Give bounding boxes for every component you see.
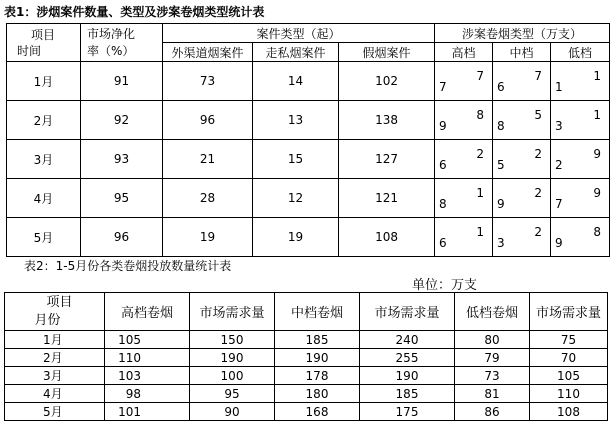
value-cell: 190 xyxy=(190,349,275,367)
fake-cell: 138 xyxy=(339,101,435,140)
external-cell: 96 xyxy=(163,101,253,140)
value-cell: 75 xyxy=(530,331,608,349)
mid-cell: 2 3 xyxy=(493,218,551,257)
value-cell: 105 xyxy=(530,367,608,385)
value-cell: 185 xyxy=(360,385,455,403)
case-type-group-header: 案件类型（起） xyxy=(163,24,435,43)
value-cell: 110 xyxy=(530,385,608,403)
value-cell: 79 xyxy=(455,349,530,367)
external-cell: 28 xyxy=(163,179,253,218)
table-row xyxy=(7,218,610,257)
low-cell: 1 3 xyxy=(551,101,610,140)
purification-rate-header: 市场净化 率（%） xyxy=(81,24,163,62)
cigarette-supply-table xyxy=(4,292,608,421)
value-cell: 175 xyxy=(360,403,455,421)
low-cell: 9 2 xyxy=(551,140,610,179)
item-month-header: 项目 月份 xyxy=(5,293,105,331)
value-cell: 103 xyxy=(105,367,190,385)
value-cell: 86 xyxy=(455,403,530,421)
value-cell: 108 xyxy=(530,403,608,421)
rate-cell: 91 xyxy=(81,62,163,101)
high-cell: 8 9 xyxy=(435,101,493,140)
value-cell: 180 xyxy=(275,385,360,403)
value-cell: 101 xyxy=(105,403,190,421)
value-cell: 81 xyxy=(455,385,530,403)
month-cell: 2月 xyxy=(7,101,81,140)
value-cell: 190 xyxy=(275,349,360,367)
high-cell: 2 6 xyxy=(435,140,493,179)
col-low-demand: 市场需求量 xyxy=(530,293,608,331)
value-cell: 240 xyxy=(360,331,455,349)
smuggle-cell: 14 xyxy=(253,62,339,101)
value-cell: 185 xyxy=(275,331,360,349)
rate-cell: 96 xyxy=(81,218,163,257)
smuggle-cell: 19 xyxy=(253,218,339,257)
table-row xyxy=(5,403,608,421)
col-mid-demand: 市场需求量 xyxy=(360,293,455,331)
month-cell: 1月 xyxy=(7,62,81,101)
high-cell: 7 7 xyxy=(435,62,493,101)
fake-cell: 121 xyxy=(339,179,435,218)
item-time-header: 项目 时间 xyxy=(7,24,81,62)
value-cell: 110 xyxy=(105,349,190,367)
value-cell: 178 xyxy=(275,367,360,385)
low-cell: 9 7 xyxy=(551,179,610,218)
mid-cell: 5 8 xyxy=(493,101,551,140)
table-row xyxy=(5,349,608,367)
month-cell: 4月 xyxy=(5,385,105,403)
table1-caption: 表1：涉烟案件数量、类型及涉案卷烟类型统计表 xyxy=(4,5,265,19)
case-type-external: 外渠道烟案件 xyxy=(163,43,253,62)
table-row xyxy=(5,367,608,385)
external-cell: 19 xyxy=(163,218,253,257)
fake-cell: 127 xyxy=(339,140,435,179)
mid-cell: 7 6 xyxy=(493,62,551,101)
table-row xyxy=(7,179,610,218)
smuggle-cell: 13 xyxy=(253,101,339,140)
table-row xyxy=(5,385,608,403)
unit-label: 单位：万支 xyxy=(412,278,478,293)
value-cell: 80 xyxy=(455,331,530,349)
col-high-demand: 市场需求量 xyxy=(190,293,275,331)
value-cell: 255 xyxy=(360,349,455,367)
table-row xyxy=(7,62,610,101)
high-cell: 1 8 xyxy=(435,179,493,218)
external-cell: 21 xyxy=(163,140,253,179)
value-cell: 100 xyxy=(190,367,275,385)
rate-cell: 92 xyxy=(81,101,163,140)
value-cell: 150 xyxy=(190,331,275,349)
table-row xyxy=(7,140,610,179)
rate-cell: 93 xyxy=(81,140,163,179)
low-cell: 1 1 xyxy=(551,62,610,101)
col-mid-cig: 中档卷烟 xyxy=(275,293,360,331)
value-cell: 105 xyxy=(105,331,190,349)
smuggle-cell: 15 xyxy=(253,140,339,179)
high-cell: 1 6 xyxy=(435,218,493,257)
case-type-smuggle: 走私烟案件 xyxy=(253,43,339,62)
month-cell: 5月 xyxy=(5,403,105,421)
fake-cell: 108 xyxy=(339,218,435,257)
low-cell: 8 9 xyxy=(551,218,610,257)
table-row xyxy=(7,101,610,140)
cig-type-mid: 中档 xyxy=(493,43,551,62)
fake-cell: 102 xyxy=(339,62,435,101)
cigarette-type-group-header: 涉案卷烟类型（万支） xyxy=(435,24,610,43)
value-cell: 95 xyxy=(190,385,275,403)
value-cell: 73 xyxy=(455,367,530,385)
month-cell: 3月 xyxy=(7,140,81,179)
mid-cell: 2 9 xyxy=(493,179,551,218)
month-cell: 3月 xyxy=(5,367,105,385)
value-cell: 98 xyxy=(105,385,190,403)
month-cell: 5月 xyxy=(7,218,81,257)
value-cell: 90 xyxy=(190,403,275,421)
cig-type-high: 高档 xyxy=(435,43,493,62)
value-cell: 190 xyxy=(360,367,455,385)
smuggle-cell: 12 xyxy=(253,179,339,218)
cig-type-low: 低档 xyxy=(551,43,610,62)
month-cell: 4月 xyxy=(7,179,81,218)
mid-cell: 2 5 xyxy=(493,140,551,179)
case-statistics-table xyxy=(6,23,610,257)
rate-cell: 95 xyxy=(81,179,163,218)
case-type-fake: 假烟案件 xyxy=(339,43,435,62)
external-cell: 73 xyxy=(163,62,253,101)
value-cell: 70 xyxy=(530,349,608,367)
col-low-cig: 低档卷烟 xyxy=(455,293,530,331)
value-cell: 168 xyxy=(275,403,360,421)
month-cell: 1月 xyxy=(5,331,105,349)
month-cell: 2月 xyxy=(5,349,105,367)
col-high-cig: 高档卷烟 xyxy=(105,293,190,331)
table2-caption: 表2：1-5月份各类卷烟投放数量统计表 xyxy=(24,259,232,273)
table-row xyxy=(5,331,608,349)
